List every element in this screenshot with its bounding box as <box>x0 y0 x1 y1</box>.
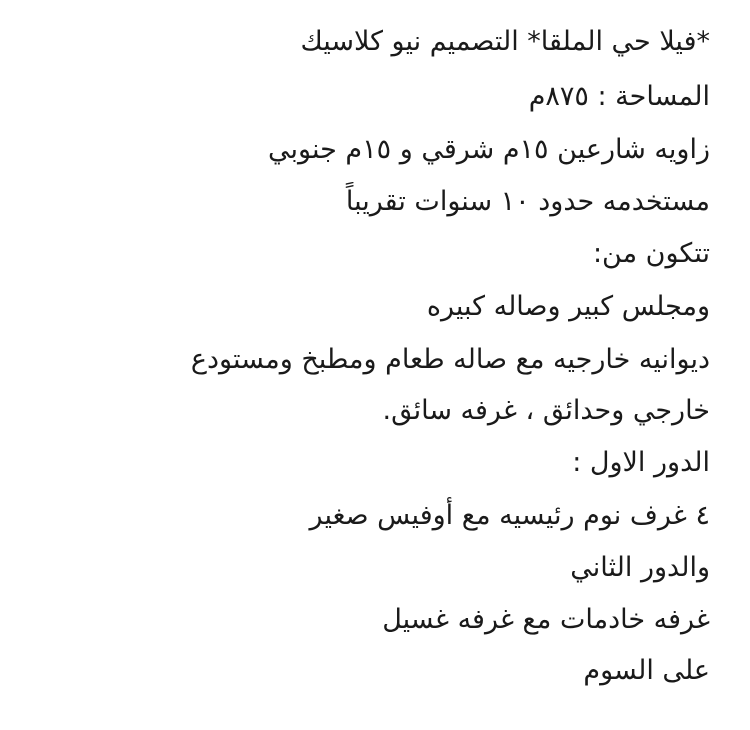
listing-line-streets: زاويه شارعين ١٥م شرقي و ١٥م جنوبي <box>267 134 710 165</box>
listing-line-maid-rooms: غرفه خادمات مع غرفه غسيل <box>382 604 710 635</box>
listing-line-second-floor: والدور الثاني <box>570 552 710 583</box>
listing-line-exterior: خارجي وحدائق ، غرفه سائق. <box>382 395 710 426</box>
listing-line-majlis: ومجلس كبير وصاله كبيره <box>426 291 710 322</box>
listing-line-area: المساحة : ٨٧٥م <box>528 81 710 112</box>
listing-line-title: *فيلا حي الملقا* التصميم نيو كلاسيك <box>300 26 710 57</box>
listing-line-bedrooms: ٤ غرف نوم رئيسيه مع أوفيس صغير <box>309 500 710 531</box>
listing-line-price: على السوم <box>583 655 710 686</box>
listing-line-consists-of: تتكون من: <box>592 238 710 269</box>
listing-line-diwaniya: ديوانيه خارجيه مع صاله طعام ومطبخ ومستودع <box>190 344 710 375</box>
listing-line-age: مستخدمه حدود ١٠ سنوات تقريباً <box>345 186 710 217</box>
listing-line-first-floor: الدور الاول : <box>572 447 710 478</box>
